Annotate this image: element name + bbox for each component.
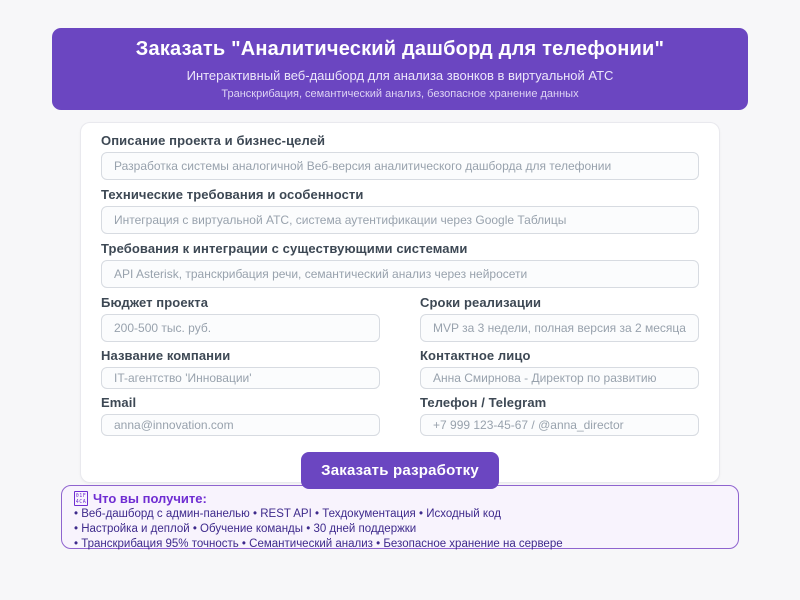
field-group-company-name [101, 348, 380, 389]
field-group-integration-requirements [101, 241, 699, 288]
company-name-input[interactable] [101, 367, 380, 389]
page-title: Заказать "Аналитический дашборд для телефонии" [135, 38, 665, 60]
phone-telegram-label: Телефон / Telegram [420, 395, 547, 410]
benefits-heading: Что вы получите: [93, 491, 207, 506]
field-group-project-description [101, 133, 699, 180]
field-group-email [101, 395, 380, 436]
budget-label: Бюджет проекта [101, 295, 209, 310]
tofu-row-bottom: 4CA [75, 498, 87, 505]
phone-telegram-input[interactable] [420, 414, 699, 436]
order-form-card [80, 122, 720, 483]
field-group-tech-requirements [101, 187, 699, 234]
submit-order-button[interactable]: Заказать разработку [301, 452, 499, 489]
timeline-input[interactable] [420, 314, 699, 342]
tech-requirements-input[interactable] [101, 206, 699, 234]
field-group-timeline [420, 295, 699, 342]
submit-row [101, 452, 699, 489]
row-budget-timeline [101, 295, 699, 342]
row-company-contact [101, 348, 699, 389]
budget-input[interactable] [101, 314, 380, 342]
field-group-phone-telegram [420, 395, 699, 436]
tofu-row-top: 01F [75, 492, 87, 499]
benefits-line-deliverables: • Веб-дашборд с админ-панелью • REST API • Техдокументация • Исходный код [74, 508, 501, 520]
benefits-header-row [74, 491, 726, 506]
benefits-panel [61, 485, 739, 549]
project-description-input[interactable] [101, 152, 699, 180]
header-banner [52, 28, 748, 110]
row-email-phone [101, 395, 699, 436]
email-label: Email [101, 395, 137, 410]
benefits-line-support: • Настройка и деплой • Обучение команды • 30 дней поддержки [74, 523, 417, 535]
field-group-budget [101, 295, 380, 342]
timeline-label: Сроки реализации [420, 295, 542, 310]
bar-chart-missing-glyph-icon [74, 491, 88, 506]
integration-requirements-input[interactable] [101, 260, 699, 288]
project-description-label: Описание проекта и бизнес-целей [101, 133, 326, 148]
page-subtitle: Интерактивный веб-дашборд для анализа звонков в виртуальной АТС [186, 68, 614, 83]
company-name-label: Название компании [101, 348, 231, 363]
integration-requirements-label: Требования к интеграции с существующими системами [101, 241, 468, 256]
benefits-line-features: • Транскрибация 95% точность • Семантический анализ • Безопасное хранение на сервере [74, 538, 563, 550]
contact-person-input[interactable] [420, 367, 699, 389]
email-input[interactable] [101, 414, 380, 436]
tech-requirements-label: Технические требования и особенности [101, 187, 364, 202]
contact-person-label: Контактное лицо [420, 348, 531, 363]
field-group-contact-person [420, 348, 699, 389]
page-tagline: Транскрибация, семантический анализ, безопасное хранение данных [221, 88, 579, 100]
